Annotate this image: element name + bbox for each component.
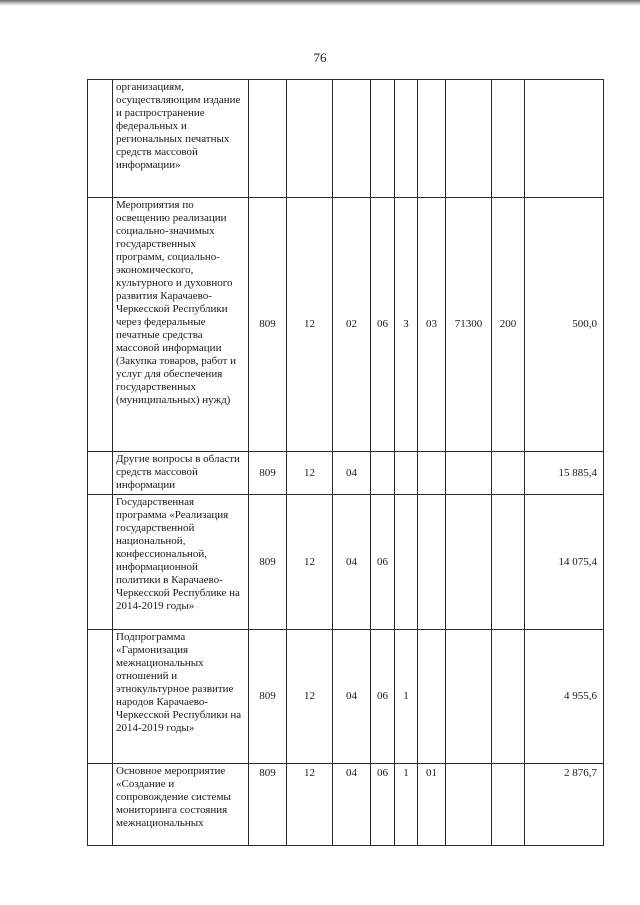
- csr-part1-cell: 06: [371, 198, 395, 452]
- number-cell: [88, 452, 113, 495]
- number-cell: [88, 630, 113, 764]
- sum-cell: 4 955,6: [525, 630, 604, 764]
- rz-cell: 12: [287, 764, 333, 846]
- csr-part4-cell: [446, 452, 492, 495]
- csr-part4-cell: [446, 764, 492, 846]
- row-name: Основное мероприятие «Создание и сопровождение системы мониторинга состояния межнациональных: [113, 764, 249, 846]
- ved-cell: [249, 80, 287, 198]
- csr-part2-cell: 3: [395, 198, 418, 452]
- csr-part4-cell: [446, 630, 492, 764]
- table-row: [88, 452, 604, 495]
- row-name: Подпрограмма «Гармонизация межнациональных отношений и этнокультурное развитие народов Карачаево-Черкесской Республики на 2014-2019 годы»: [113, 630, 249, 764]
- number-cell: [88, 764, 113, 846]
- csr-part4-cell: [446, 495, 492, 630]
- sum-cell: 2 876,7: [525, 764, 604, 846]
- csr-part2-cell: 1: [395, 630, 418, 764]
- rz-cell: [287, 80, 333, 198]
- rz-cell: 12: [287, 495, 333, 630]
- table-row: [88, 630, 604, 764]
- csr-part3-cell: [418, 495, 446, 630]
- sum-cell: [525, 80, 604, 198]
- table-row: [88, 80, 604, 198]
- csr-part4-cell: [446, 80, 492, 198]
- pr-cell: 04: [333, 630, 371, 764]
- vr-cell: [492, 630, 525, 764]
- ved-cell: 809: [249, 452, 287, 495]
- csr-part1-cell: [371, 452, 395, 495]
- sum-cell: 15 885,4: [525, 452, 604, 495]
- pr-cell: [333, 80, 371, 198]
- csr-part2-cell: [395, 80, 418, 198]
- sum-cell: 14 075,4: [525, 495, 604, 630]
- page-number: 76: [313, 50, 327, 65]
- csr-part3-cell: 03: [418, 198, 446, 452]
- vr-cell: [492, 495, 525, 630]
- pr-cell: 04: [333, 452, 371, 495]
- csr-part3-cell: [418, 630, 446, 764]
- pr-cell: 02: [333, 198, 371, 452]
- csr-part3-cell: 01: [418, 764, 446, 846]
- budget-table: [87, 79, 604, 846]
- csr-part2-cell: [395, 452, 418, 495]
- vr-cell: [492, 764, 525, 846]
- vr-cell: 200: [492, 198, 525, 452]
- number-cell: [88, 80, 113, 198]
- rz-cell: 12: [287, 630, 333, 764]
- row-name: организациям, осуществляющим издание и распространение федеральных и региональных печатных средств массовой информации»: [113, 80, 249, 198]
- pr-cell: 04: [333, 495, 371, 630]
- csr-part3-cell: [418, 452, 446, 495]
- csr-part1-cell: 06: [371, 495, 395, 630]
- ved-cell: 809: [249, 198, 287, 452]
- pr-cell: 04: [333, 764, 371, 846]
- row-name: Мероприятия по освещению реализации социально-значимых государственных программ, социально-экономического, культурного и духовного развития Карачаево-Черкесской Республики через федеральные печатные средства массовой информации (Закупка товаров, работ и услуг для обеспечения государственных (муниципальных) нужд): [113, 198, 249, 452]
- scan-top-edge: [0, 0, 640, 6]
- csr-part4-cell: 71300: [446, 198, 492, 452]
- sum-cell: 500,0: [525, 198, 604, 452]
- csr-part2-cell: 1: [395, 764, 418, 846]
- rz-cell: 12: [287, 452, 333, 495]
- table-row: [88, 495, 604, 630]
- table-row: [88, 764, 604, 846]
- vr-cell: [492, 80, 525, 198]
- ved-cell: 809: [249, 630, 287, 764]
- row-name: Другие вопросы в области средств массовой информации: [113, 452, 249, 495]
- number-cell: [88, 198, 113, 452]
- csr-part1-cell: [371, 80, 395, 198]
- csr-part1-cell: 06: [371, 630, 395, 764]
- vr-cell: [492, 452, 525, 495]
- csr-part2-cell: [395, 495, 418, 630]
- ved-cell: 809: [249, 495, 287, 630]
- csr-part1-cell: 06: [371, 764, 395, 846]
- ved-cell: 809: [249, 764, 287, 846]
- row-name: Государственная программа «Реализация государственной национальной, конфессиональной, информационной политики в Карачаево-Черкесской Республике на 2014-2019 годы»: [113, 495, 249, 630]
- csr-part3-cell: [418, 80, 446, 198]
- rz-cell: 12: [287, 198, 333, 452]
- table-row: [88, 198, 604, 452]
- number-cell: [88, 495, 113, 630]
